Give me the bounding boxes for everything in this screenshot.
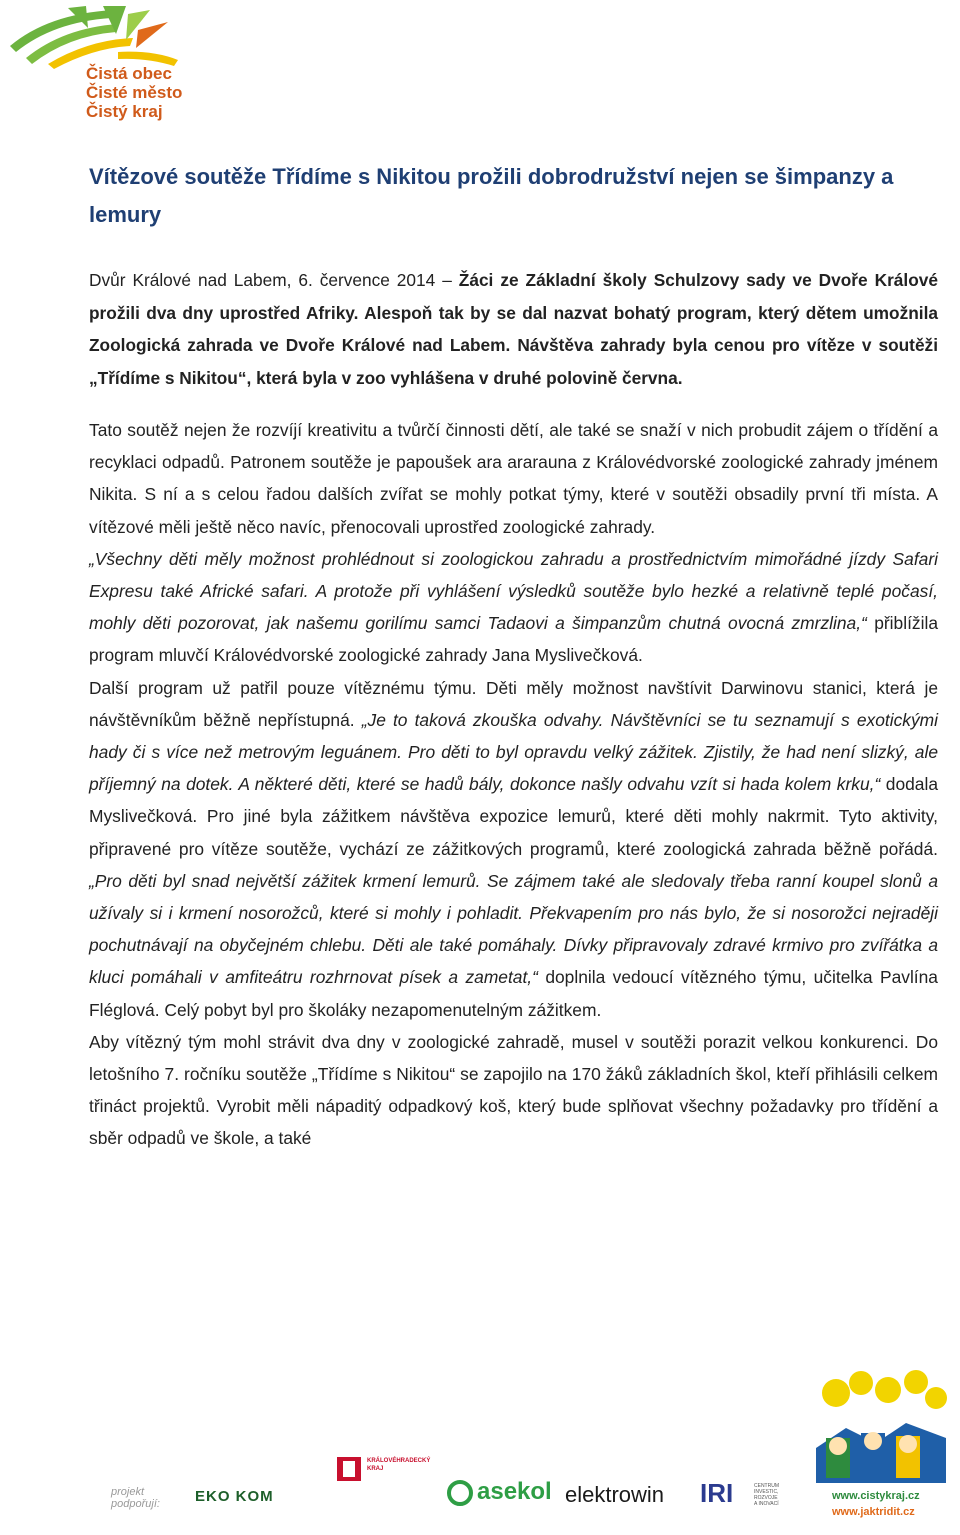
iri-subtext: CENTRUM INVESTIC, ROZVOJE A INOVACÍ (754, 1483, 779, 1507)
kraj-text: KRÁLOVÉHRADECKÝ KRAJ (367, 1458, 431, 1472)
quote-text: „Pro děti byl snad největší zážitek krmení lemurů. Se zájmem také ale sledovaly třeba ranní koupel slonů a užívaly si i krmení nosorožců, které si mohly i pohladit. Překvapením pro nás bylo, že si nosorožci nejraději pochutnávají na obyčejném chlebu. Děti ale také pomáhaly. Dívky připravovaly zdravé krmivo pro zvířátka a kluci pomáhali v amfiteátru rozhrnovat písek a zametat,“ (89, 870, 938, 988)
footer-partners (0, 1360, 960, 1535)
logo-text (86, 64, 182, 121)
lead-paragraph (89, 264, 938, 394)
paragraph-text: Aby vítězný tým mohl strávit dva dny v zoologické zahradě, musel v soutěži porazit velkou konkurenci. Do letošního 7. ročníku soutěže „Třídíme s Nikitou“ se zapojilo na 170 žáků základních škol, kteří přihlásili celkem třináct projektů. Vyrobit měli nápaditý odpadkový koš, který bude splňovat všechny požadavky pro třídění a sběr odpadů ve škole, a také (89, 1031, 938, 1149)
kralovehradecky-kraj-logo (335, 1455, 431, 1515)
elektrowin-logo: elektrowin (565, 1482, 665, 1507)
web-jaktridit[interactable]: www.jaktridit.cz (832, 1506, 915, 1518)
body-paragraph (89, 1026, 938, 1155)
cista-obec-logo (8, 6, 208, 126)
logo-line: Čisté město (86, 83, 183, 102)
paragraph-text: Tato soutěž nejen že rozvíjí kreativitu a tvůrčí činnosti dětí, ale také se snaží v nich probudit zájem o třídění a recyklaci odpadů. Patronem soutěže je papoušek ara ararauna z Královédvorské zoologické zahrady jménem Nikita. S ní a s celou řadou dalších zvířat se mohly potkat týmy, které v soutěži obsadily první tři místa. A vítězové měli ještě něco navíc, přenocovali uprostřed zoologické zahrady. (89, 420, 938, 537)
paragraph-text: dodala Myslivečková. Pro jiné byla zážitkem návštěva expozice lemurů, které děti mohly nakrmit. Tyto aktivity, připravené pro vítěze soutěže, vychází ze zážitkových programů, které zoologická zahrada běžně pořádá. (89, 774, 938, 859)
web-cistykraj[interactable]: www.cistykraj.cz (832, 1490, 920, 1502)
article-body (89, 264, 938, 1155)
asekol-text: asekol (477, 1478, 552, 1505)
quote-text: „Je to taková zkouška odvahy. Návštěvníci se tu seznamují s exotickými hady či s více než metrovým leguánem. Pro děti to byl opravdu velký zážitek. Zjistily, že had není slizký, ale příjemný na dotek. A některé děti, které se hadů bály, dokonce našly odvahu vzít si hada kolem krku,“ (89, 709, 939, 795)
supported-by-label: projekt podpořují: (111, 1486, 160, 1510)
body-paragraph (89, 672, 938, 1026)
body-paragraph (89, 543, 938, 672)
asekol-emblem-icon (447, 1480, 473, 1506)
paragraph-text: přiblížila program mluvčí Královédvorské zoologické zahrady Jana Myslivečková. (89, 613, 938, 666)
iri-text: IRI (700, 1478, 734, 1508)
logo-line: Čistý kraj (86, 102, 163, 121)
children-flowers-illustration (806, 1368, 956, 1488)
lead-text: Žáci ze Základní školy Schulzovy sady ve Dvoře Králové prožili dva dny uprostřed Afriky. Alespoň tak by se dal nazvat bohatý program, který dětem umožnila Zoologická zahrada ve Dvoře Králové nad Labem. Návštěva zahrady byla cenou pro vítěze v soutěži „Třídíme s Nikitou“, která byla v zoo vyhlášena v druhé polovině června. (89, 270, 938, 388)
ekokom-logo: EKO KOM (195, 1488, 274, 1505)
quote-text: „Všechny děti měly možnost prohlédnout si zoologickou zahradu a prostřednictvím mimořádné jízdy Safari Expresu také Africké safari. A protože při vyhlášení výsledků soutěže bylo hezké a relativně teplé počasí, mohly děti pozorovat, jak našemu gorilímu samci Tadaovi a šimpanzům chutná ovocná zmrzlina,“ (89, 548, 938, 634)
article-title: Vítězové soutěže Třídíme s Nikitou prožili dobrodružství nejen se šimpanzy a lemury (89, 164, 894, 227)
paragraph-text: doplnila vedoucí vítězného týmu, učitelka Pavlína Fléglová. Celý pobyt byl pro školáky nezapomenutelným zážitkem. (89, 967, 938, 1020)
place-date: Dvůr Králové nad Labem, 6. července 2014 – (89, 270, 459, 290)
body-paragraph (89, 414, 938, 543)
asekol-logo (447, 1478, 552, 1508)
logo-line: Čistá obec (86, 64, 172, 83)
paragraphs (89, 414, 938, 1155)
iri-logo (700, 1478, 800, 1510)
kraj-emblem-icon (335, 1455, 363, 1483)
paragraph-text: Další program už patřil pouze vítěznému týmu. Děti měly možnost navštívit Darwinovu stanici, která je návštěvníkům běžně nepřístupná. (89, 677, 938, 730)
